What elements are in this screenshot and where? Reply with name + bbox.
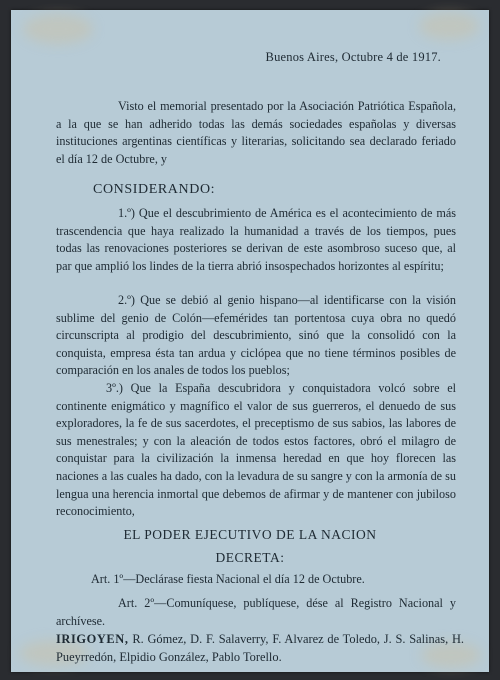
- signatory-lead: IRIGOYEN,: [56, 632, 129, 646]
- considering-point-3: 3º.) Que la España descubridora y conquistadora volcó sobre el continente enigmático y magnífico el valor de sus guerreros, el denuedo de sus exploradores, la fe de sus sacerdotes, el preceptismo de sus sabios, las labores de sus menestrales; y con la aleación de todos estos factores, obró el milagro de conquistar para la civilización la inmensa heredad en que hoy florecen las naciones a las cuales ha dado, con la levadura de su sangre y con la armonía de su lengua una herencia inmortal que debemos de afirmar y de mantener con jubiloso reconocimiento,: [56, 381, 456, 519]
- decree-heading: DECRETA:: [215, 550, 285, 565]
- considering-heading: CONSIDERANDO:: [93, 182, 216, 197]
- signatory-list: R. Gómez, D. F. Salaverry, F. Alvarez de Toledo, J. S. Salinas, H. Pueyrredón, Elpidio González, Pablo Torello.: [56, 632, 464, 664]
- signatories: [56, 630, 464, 666]
- considering-point-2: 2.º) Que se debió al genio hispano—al identificarse con la visión sublime del genio de Colón—efemérides tan portentosa cuya obra no quedó circunscripta al prodigio del descubrimiento, sinó que la consolidó con la conquista, empresa ésta tan ardua y ciclópea que no tiene términos posibles de comparación en los anales de todos los pueblos;: [56, 293, 456, 378]
- paper-stain: [23, 14, 93, 44]
- decree-document: [11, 10, 489, 672]
- article-2: Art. 2º—Comuníquese, publíquese, dése al Registro Nacional y archívese.: [56, 596, 456, 628]
- document-date: Buenos Aires, Octubre 4 de 1917.: [265, 50, 441, 64]
- considering-point-1: 1.º) Que el descubrimiento de América es el acontecimiento de más trascendencia que haya realizado la humanidad a través de los tiempos, pues todas las renovaciones posteriores se derivan de este asombroso suceso que, al par que amplió los lindes de la tierra abrió insospechados horizontes al espíritu;: [56, 206, 456, 273]
- preamble-paragraph: Visto el memorial presentado por la Asociación Patriótica Española, a la que se han adherido todas las demás sociedades españolas y diversas instituciones argentinas científicas y literarias, solicitando sea declarado feriado el día 12 de Octubre, y: [56, 99, 456, 166]
- article-1: Art. 1º—Declárase fiesta Nacional el día 12 de Octubre.: [91, 572, 365, 586]
- executive-heading: EL PODER EJECUTIVO DE LA NACION: [123, 527, 377, 542]
- paper-stain: [419, 12, 479, 40]
